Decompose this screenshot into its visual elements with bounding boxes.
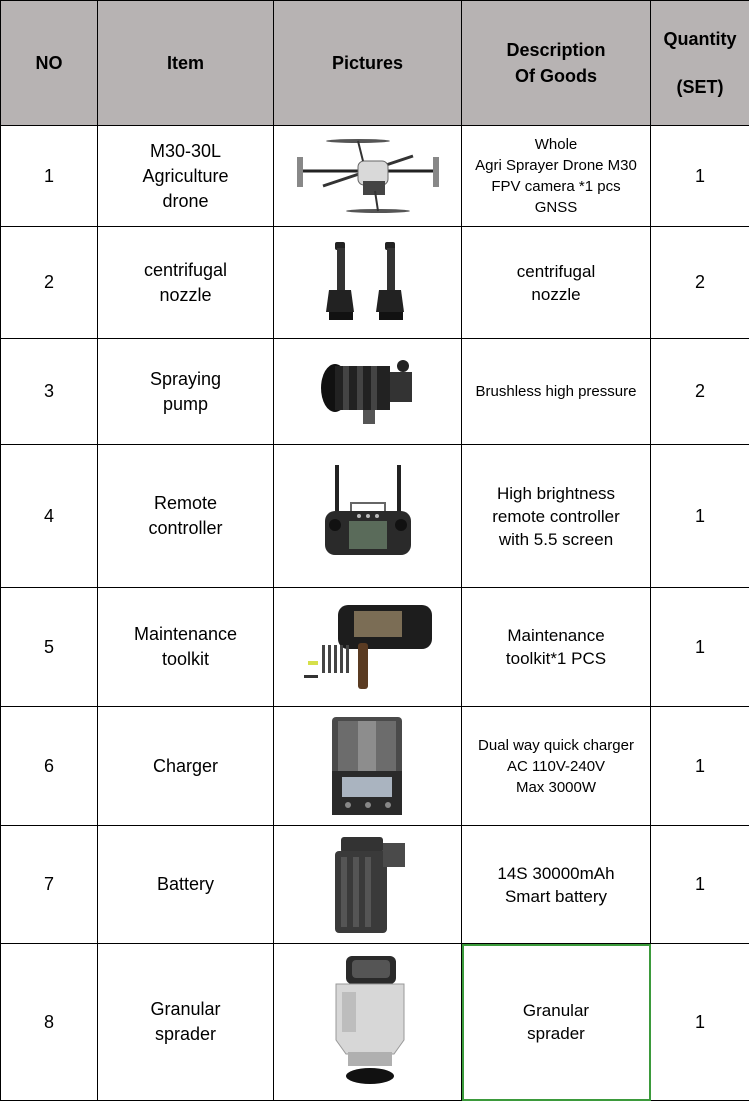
item-line: centrifugal [143,259,228,280]
table-row [1,588,749,707]
table-row [1,126,749,227]
header-quantity-line1: Quantity [663,29,737,49]
desc-line: with 5.5 screen [498,529,614,549]
item-line: Maintenance [133,624,238,644]
cell-picture[interactable] [274,445,462,588]
desc-line: Brushless high pressure [475,383,637,400]
cell-no[interactable]: 7 [1,826,98,944]
cell-description[interactable] [462,826,651,944]
cell-item[interactable] [98,588,274,707]
cell-no[interactable]: 4 [1,445,98,588]
table-row [1,227,749,339]
table-row [1,339,749,445]
cell-description[interactable] [462,126,651,227]
item-line: toolkit [161,649,210,669]
cell-no[interactable]: 2 [1,227,98,339]
header-description-line1: Description [506,40,606,60]
item-line: sprader [154,1024,217,1044]
cell-description[interactable] [462,445,651,588]
cell-no[interactable]: 8 [1,944,98,1101]
desc-line: toolkit*1 PCS [505,649,607,668]
header-quantity[interactable] [651,1,749,126]
desc-line: FPV camera *1 pcs [491,178,621,195]
desc-line: Whole [534,136,578,153]
desc-line: Granular [522,1001,590,1020]
granular-spreader-icon [318,952,418,1092]
agriculture-drone-icon [283,131,453,221]
cell-item[interactable] [98,227,274,339]
desc-line: sprader [527,1024,585,1043]
centrifugal-nozzle-icon [313,238,423,328]
cell-description[interactable] [462,227,651,339]
table-row [1,826,749,944]
cell-picture[interactable] [274,588,462,707]
cell-quantity[interactable]: 1 [651,826,749,944]
cell-no[interactable]: 6 [1,707,98,826]
header-item[interactable]: Item [98,1,274,126]
cell-no[interactable]: 3 [1,339,98,445]
spraying-pump-icon [313,352,423,432]
header-no[interactable]: NO [1,1,98,126]
desc-line: centrifugal [516,261,596,281]
desc-line: nozzle [531,284,581,304]
cell-picture[interactable] [274,944,462,1101]
cell-quantity[interactable]: 1 [651,126,749,227]
cell-item[interactable] [98,826,274,944]
desc-line: 14S 30000mAh [497,863,615,883]
desc-line: Max 3000W [515,778,597,796]
cell-item[interactable] [98,707,274,826]
remote-controller-icon [313,461,423,571]
item-line: Battery [156,874,215,894]
cell-quantity[interactable]: 2 [651,227,749,339]
cell-no[interactable]: 5 [1,588,98,707]
item-line: drone [162,190,209,211]
cell-picture[interactable] [274,707,462,826]
table-row [1,944,749,1101]
cell-description[interactable] [462,339,651,445]
cell-quantity[interactable]: 2 [651,339,749,445]
header-pictures[interactable]: Pictures [274,1,462,126]
item-line: M30-30L [149,140,222,161]
cell-picture[interactable] [274,227,462,339]
desc-line: GNSS [534,199,578,216]
desc-line: Dual way quick charger [478,736,634,754]
item-line: Spraying [149,368,222,389]
cell-description-selected[interactable] [462,944,651,1101]
item-line: controller [148,518,223,538]
desc-line: Maintenance [507,626,605,645]
item-line: Granular [150,999,221,1019]
item-line: pump [162,393,209,414]
cell-no[interactable]: 1 [1,126,98,227]
cell-quantity[interactable]: 1 [651,445,749,588]
item-line: Agriculture [142,165,229,186]
header-quantity-line2: (SET) [676,77,724,97]
desc-line: Smart battery [504,886,608,906]
cell-item[interactable] [98,126,274,227]
desc-line: AC 110V-240V [506,757,606,775]
battery-icon [323,833,413,937]
cell-quantity[interactable]: 1 [651,588,749,707]
cell-quantity[interactable]: 1 [651,944,749,1101]
cell-picture[interactable] [274,826,462,944]
cell-picture[interactable] [274,126,462,227]
cell-item[interactable] [98,944,274,1101]
desc-line: High brightness [496,483,616,503]
table-row [1,707,749,826]
item-line: nozzle [159,284,212,305]
desc-line: remote controller [492,506,620,526]
cell-picture[interactable] [274,339,462,445]
cell-item[interactable] [98,339,274,445]
header-description[interactable] [462,1,651,126]
cell-description[interactable] [462,588,651,707]
charger-icon [318,713,418,819]
cell-quantity[interactable]: 1 [651,707,749,826]
desc-line: Agri Sprayer Drone M30 [475,157,637,174]
header-description-line2: Of Goods [515,66,597,86]
item-line: Remote [153,493,218,513]
cell-item[interactable] [98,445,274,588]
toolkit-icon [298,599,438,695]
cell-description[interactable] [462,707,651,826]
table-row [1,445,749,588]
item-line: Charger [152,755,219,776]
header-row [1,1,749,126]
